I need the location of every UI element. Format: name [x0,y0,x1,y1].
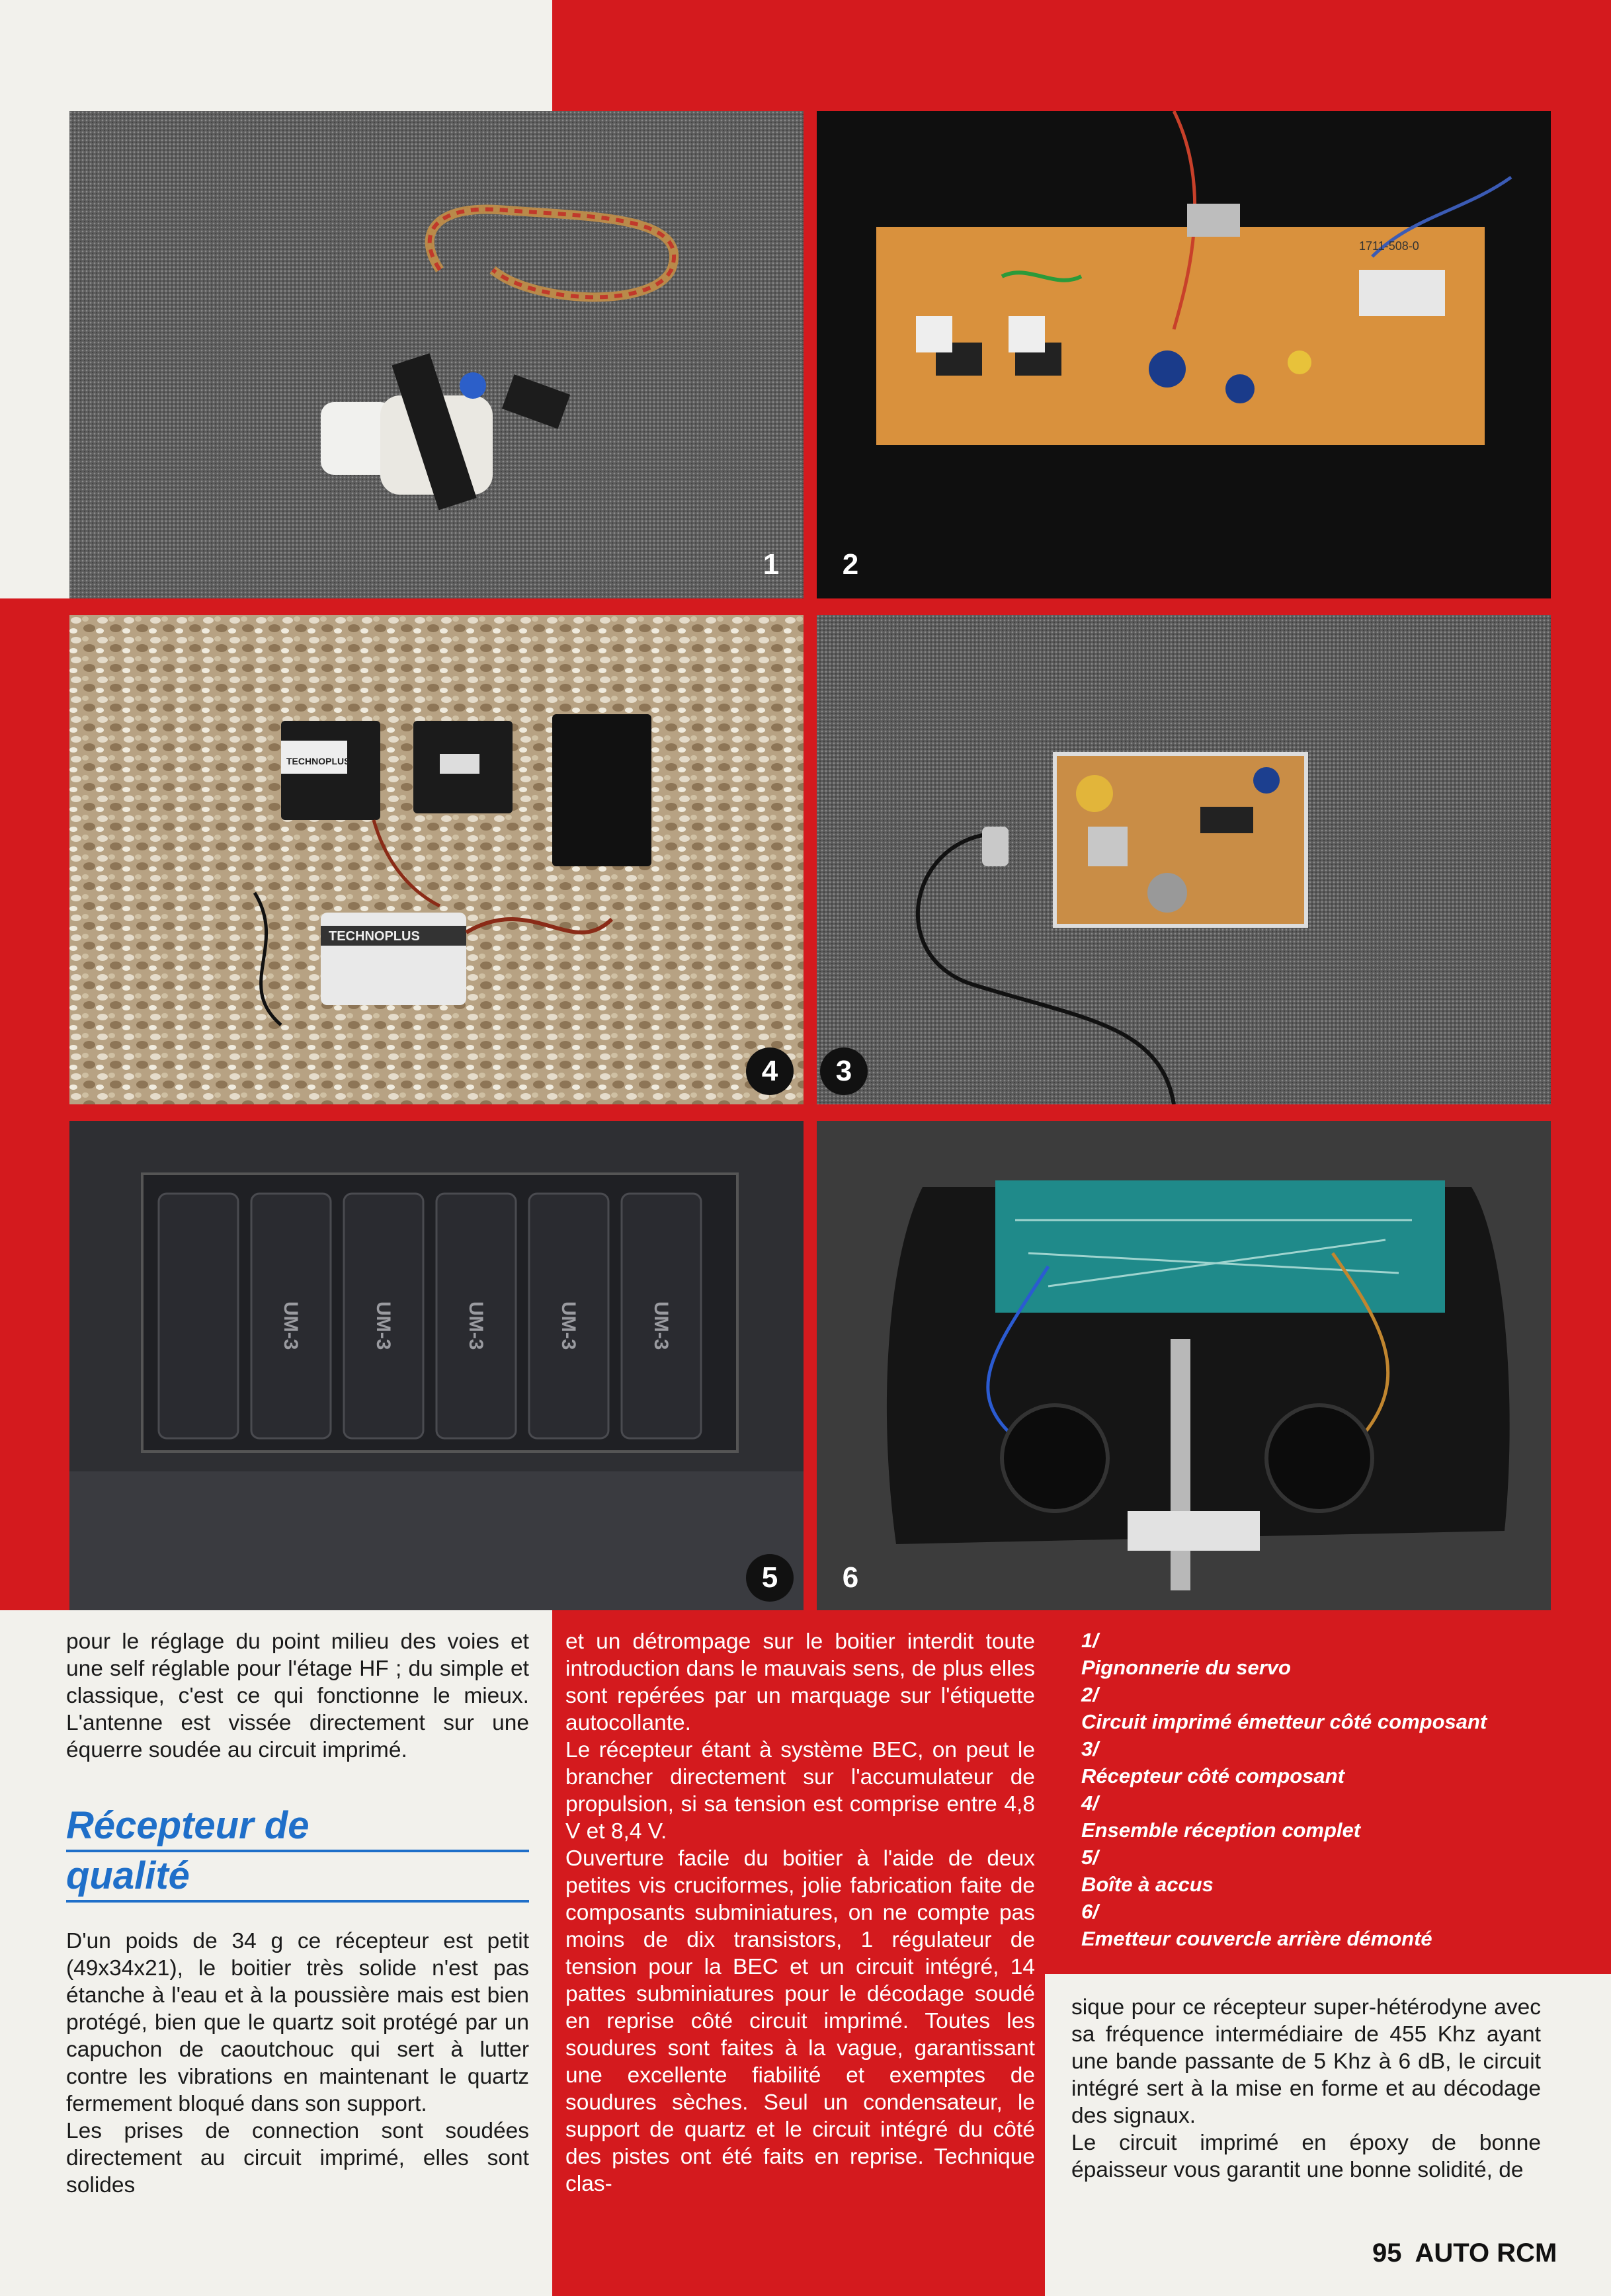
servo-label-text: TECHNOPLUS [286,756,351,766]
battery-label-2: UM-3 [372,1301,394,1350]
caption-4-text: Ensemble réception complet [1081,1819,1361,1842]
caption-4-number: 4/ [1081,1791,1098,1815]
photo-5-number: 5 [746,1554,794,1602]
magazine-name: AUTO RCM [1415,2238,1557,2268]
photo-6-transmitter-open [817,1121,1551,1610]
caption-6-number: 6/ [1081,1900,1098,1923]
photo-3-number: 3 [820,1047,868,1095]
caption-3 [1081,1735,1584,1789]
photo-5-battery-box [69,1121,804,1610]
page-footer [1372,2238,1557,2268]
caption-6 [1081,1898,1584,1952]
pcb-code-text: 1711-508-0 [1359,239,1419,253]
caption-4 [1081,1789,1584,1844]
caption-1 [1081,1627,1584,1681]
heading-line-1: Récepteur de [66,1802,529,1852]
middle-paragraph-3: Ouverture facile du boitier à l'aide de deux petites vis cruciformes, jolie fabrication faite de composants subminiatures, on ne compte pas moins de dix transistors, 1 régulateur de tension pour la BEC et un circuit intégré, 14 pattes subminiatures pour le décodage soudé en reprise côté circuit imprimé. Toutes les soudures sont faites à la vague, garantissant une excellente fiabilité et exemptes de soudures sèches. Seul un condensateur, le support de quartz et le circuit intégré du côté des pistes ont été faits en reprise. Technique clas- [565,1846,1035,2196]
middle-paragraph-1: et un détrompage sur le boitier interdit toute introduction dans le mauvais sens, de plus elles sont repérées par un marquage sur l'étiquette autocollante. [565,1629,1035,1735]
battery-label-5: UM-3 [650,1301,672,1350]
receiver-label-text: TECHNOPLUS [329,929,420,944]
middle-paragraph-2: Le récepteur étant à système BEC, on peut le brancher directement sur l'accumulateur de propulsion, si sa tension est comprise entre 4,8 V et 8,4 V. [565,1738,1035,1844]
photo-captions [1081,1627,1584,1952]
left-paragraph-2: D'un poids de 34 g ce récepteur est petit (49x34x21), le boitier très solide n'est pas étanche à l'eau et à la poussière mais est bien protégé, bien que le quartz soit protégé par un capuchon de caoutchouc qui sert à lutter contre les vibrations en maintenant le quartz fermement bloqué dans son support. [66,1929,529,2116]
battery-label-4: UM-3 [558,1301,579,1350]
photo-2-transmitter-pcb [817,111,1551,598]
photo-2-number: 2 [842,548,859,581]
caption-5-number: 5/ [1081,1846,1098,1869]
caption-5 [1081,1844,1584,1898]
caption-2-number: 2/ [1081,1683,1098,1706]
photo-4-number: 4 [746,1047,794,1095]
caption-1-number: 1/ [1081,1629,1098,1652]
middle-text-column [565,1628,1035,2197]
caption-1-text: Pignonnerie du servo [1081,1656,1291,1679]
photo-1-servo-gears [69,111,804,598]
caption-2-text: Circuit imprimé émetteur côté composant [1081,1710,1487,1733]
caption-2 [1081,1681,1584,1735]
left-text-column [66,1628,529,1764]
left-paragraph-1: pour le réglage du point milieu des voies et une self réglable pour l'étage HF ; du simple et classique, c'est ce qui fonctionne le mieux. L'antenne est vissée directement sur une équerre soudée au circuit imprimé. [66,1629,529,1762]
right-paragraph-2: Le circuit imprimé en époxy de bonne épaisseur vous garantit une bonne solidité, de [1071,2131,1541,2182]
heading-line-2: qualité [66,1852,529,1903]
caption-3-text: Récepteur côté composant [1081,1764,1344,1787]
photo-6-number: 6 [842,1561,859,1594]
page-number: 95 [1372,2238,1402,2268]
section-heading [66,1802,529,1903]
photo-4-receiver-set [69,615,804,1104]
battery-label-3: UM-3 [465,1301,487,1350]
caption-6-text: Emetteur couvercle arrière démonté [1081,1927,1432,1950]
left-paragraph-3: Les prises de connection sont soudées directement au circuit imprimé, elles sont solides [66,2119,529,2197]
photo-1-number: 1 [763,548,780,581]
right-text-column [1071,1994,1541,2184]
right-paragraph-1: sique pour ce récepteur super-hétérodyne avec sa fréquence intermédiaire de 455 Khz ayant une bande passante de 5 Khz à 6 dB, le circuit intégré sert à la mise en forme et au décodage des signaux. [1071,1995,1541,2128]
battery-label-1: UM-3 [280,1301,302,1350]
caption-5-text: Boîte à accus [1081,1873,1214,1896]
photo-3-receiver-board [817,615,1551,1104]
left-text-column-lower [66,1928,529,2199]
caption-3-number: 3/ [1081,1737,1098,1760]
